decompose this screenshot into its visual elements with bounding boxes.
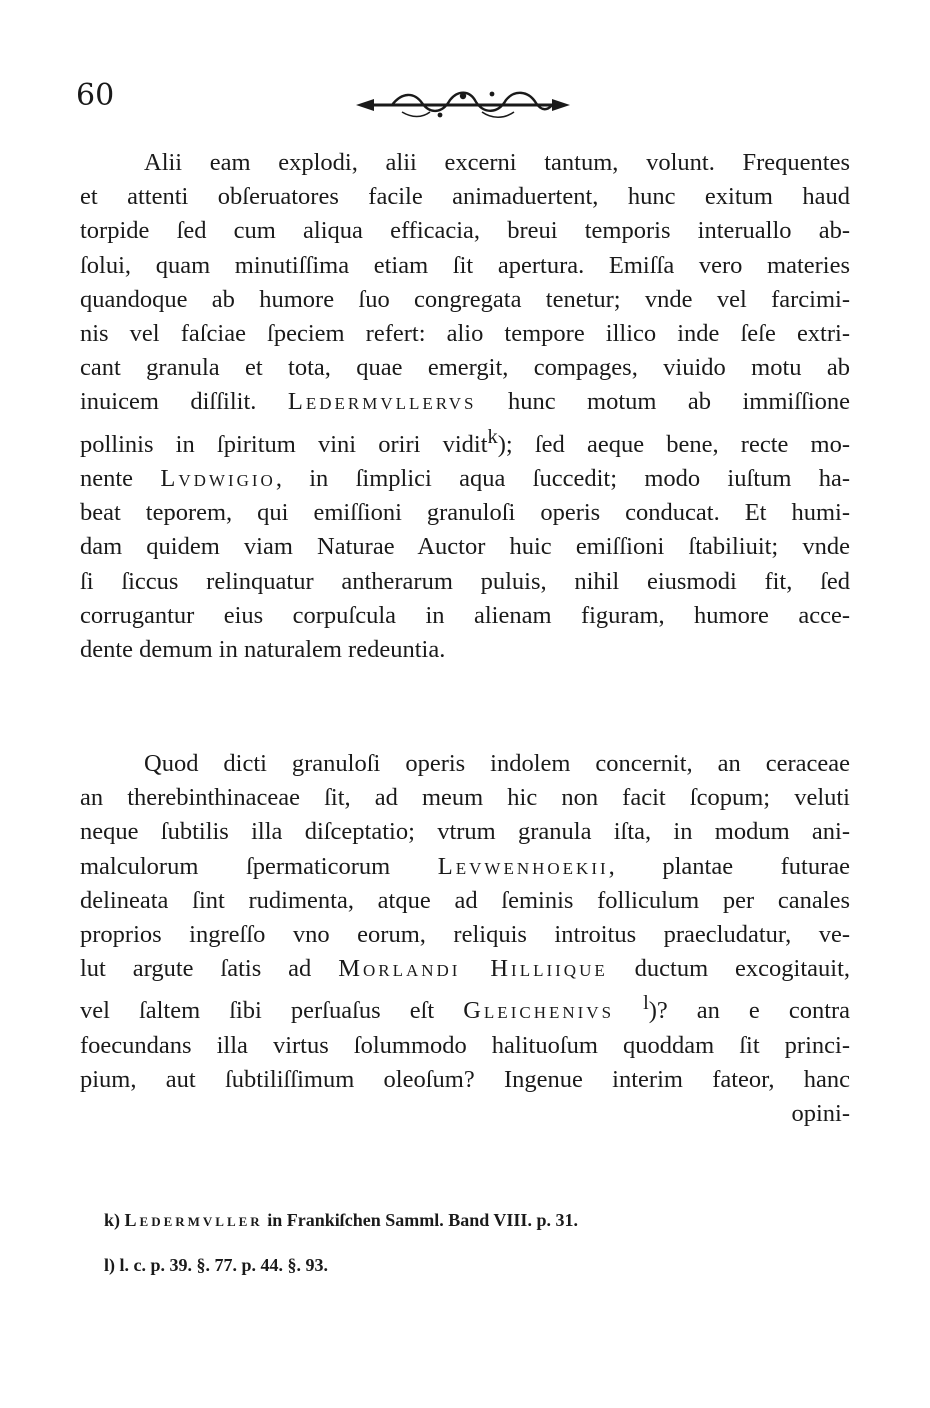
text-fragment: ductum excogitauit, [634,955,851,983]
text-line: pium, aut ſubtiliſſimum oleoſum? Ingenue interim fateor, hanc [80,1065,850,1093]
text-fragment: ); ſed aeque bene, recte mo- [497,430,851,458]
text-line: dente demum in naturalem redeuntia. [80,636,446,663]
footnote-mark: l [643,992,649,1015]
text-fragment: lut argute ſatis ad [80,955,312,983]
text-line: neque ſubtilis illa diſceptatio; vtrum granula iſta, in modum ani- [80,818,850,846]
text-line: delineata ſint rudimenta, atque ad ſeminis folliculum per canales [80,886,850,914]
text-fragment: nente [80,464,134,492]
footnote-label: k) [104,1210,121,1230]
text-line [80,850,850,884]
footnote-text: in Frankiſchen Samml. Band VIII. p. 31. [267,1210,578,1230]
catchword: opini- [791,1100,850,1128]
text-line: quandoque ab humore ſuo congregata tenetur; vnde vel farcimi- [80,285,850,313]
text-line: nis vel faſciae ſpeciem refert: alio tempore illico inde ſeſe extri- [80,320,850,348]
text-fragment: )? an e contra [648,997,851,1025]
text-line: an therebinthinaceae ſit, ad meum hic non facit ſcopum; veluti [80,784,850,812]
text-line: Alii eam explodi, alii excerni tantum, volunt. Frequentes [144,149,850,176]
ornament-icon [352,88,574,122]
author-name: Ledermvller [124,1210,263,1230]
footnotes [104,1198,704,1288]
author-name: Ledermvllervs [287,388,477,416]
text-line: foecundans illa virtus ſolummodo halituoſum quoddam ſit princi- [80,1031,850,1059]
footnote-l: l) l. c. p. 39. §. 77. p. 44. §. 93. [104,1255,329,1275]
text-line: dam quidem viam Naturae Auctor huic emiſſioni ſtabiliuit; vnde [80,533,850,561]
text-line [80,420,850,462]
author-name: Lvdwigio [160,464,276,492]
author-name: Gleichenivs [463,997,615,1025]
text-line: Quod dicti granuloſi operis indolem concernit, an ceraceae [144,750,850,777]
text-line [80,952,850,986]
footnote-k [104,1198,704,1243]
text-fragment: vel ſaltem ſibi perſuaſus eſt [80,997,435,1025]
text-line: cant granula et tota, quae emergit, compages, viuido motu ab [80,354,850,382]
text-line: corrugantur eius corpuſcula in alienam figuram, humore acce- [80,601,850,629]
text-line: proprios ingreſſo vno eorum, reliquis introitus praecludatur, ve- [80,921,850,949]
text-line [80,462,850,496]
text-line [80,385,850,419]
page-number: 60 [76,78,115,113]
text-line: torpide ſed cum aliqua efficacia, breui temporis interuallo ab- [80,217,850,245]
paragraph-2 [80,747,850,1131]
footnote-mark: k [487,425,498,448]
text-fragment: pollinis in ſpiritum vini oriri vidit [80,430,488,458]
paragraph-1 [80,146,850,667]
author-name: Morlandi Hilliique [338,955,608,983]
author-name: Levwenhoekii [437,852,609,880]
text-fragment: malculorum ſpermaticorum [80,852,391,880]
text-fragment: hunc motum ab immiſſione [507,388,851,416]
text-line: ſi ſiccus relinquatur antherarum puluis, nihil eiusmodi fit, ſed [80,567,850,595]
text-fragment: , in ſimplici aqua ſuccedit; modo iuſtum ha- [275,464,850,492]
text-fragment: inuicem diſſilit. [80,388,257,416]
text-line [80,986,850,1028]
text-line: beat teporem, qui emiſſioni granuloſi operis conducat. Et humi- [80,499,850,527]
text-line: et attenti obſeruatores facile animaduertent, hunc exitum haud [80,183,850,211]
text-line: ſolui, quam minutiſſima etiam ſit apertura. Emiſſa vero materies [80,251,850,279]
text-fragment: , plantae futurae [608,852,851,880]
